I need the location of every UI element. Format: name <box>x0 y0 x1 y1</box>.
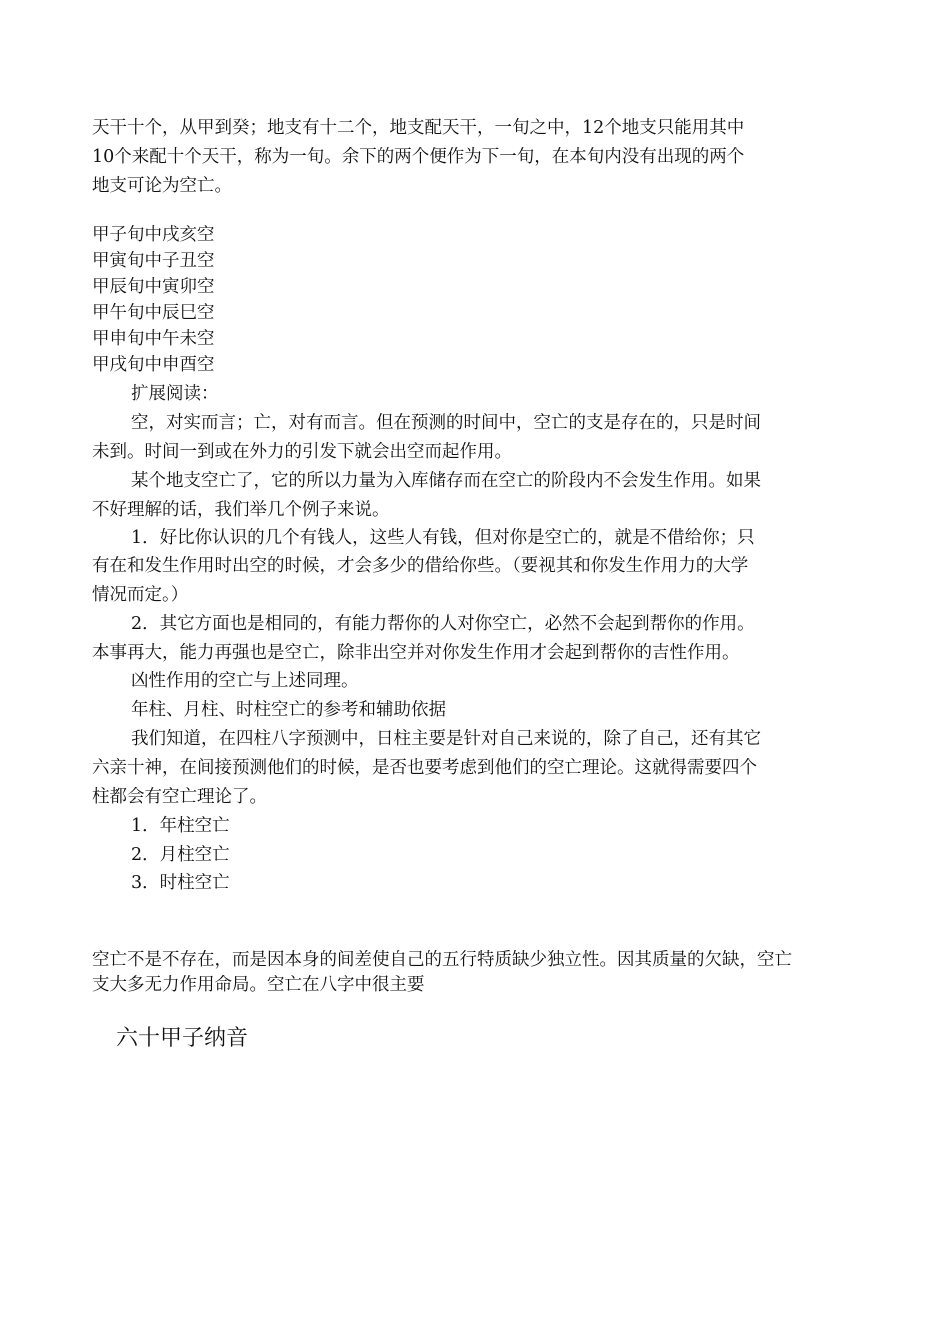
paragraph-7-line-1: 我们知道，在四柱八字预测中，日柱主要是针对自己来说的，除了自己，还有其它 <box>131 729 761 749</box>
paragraph-4-line-2: 本事再大，能力再强也是空亡，除非出空并对你发生作用才会起到帮你的吉性作用。 <box>92 643 740 663</box>
summary-line-1: 空亡不是不存在，而是因本身的间差使自己的五行特质缺少独立性。因其质量的欠缺，空亡 <box>92 950 792 970</box>
paragraph-4-line-1: 2．其它方面也是相同的，有能力帮你的人对你空亡，必然不会起到帮你的作用。 <box>131 614 755 634</box>
list-item-month-pillar: 2．月柱空亡 <box>131 845 230 865</box>
xun-item-jiazi: 甲子旬中戌亥空 <box>92 225 215 245</box>
xun-item-jiashen: 甲申旬中午未空 <box>92 329 215 349</box>
paragraph-2-line-1: 某个地支空亡了，它的所以力量为入库储存而在空亡的阶段内不会发生作用。如果 <box>131 471 761 491</box>
paragraph-6-subheading: 年柱、月柱、时柱空亡的参考和辅助依据 <box>131 700 446 720</box>
list-item-year-pillar: 1．年柱空亡 <box>131 816 230 836</box>
intro-line-1: 天干十个，从甲到癸；地支有十二个，地支配天干，一旬之中，12个地支只能用其中 <box>92 118 745 138</box>
xun-item-jiayin: 甲寅旬中子丑空 <box>92 251 215 271</box>
paragraph-2-line-2: 不好理解的话，我们举几个例子来说。 <box>92 500 390 520</box>
xun-item-jiachen: 甲辰旬中寅卯空 <box>92 277 215 297</box>
paragraph-7-line-3: 柱都会有空亡理论了。 <box>92 787 267 807</box>
paragraph-3-line-2: 有在和发生作用时出空的时候，才会多少的借给你些。（要视其和你发生作用力的大学 <box>92 556 749 576</box>
xun-item-jiawu: 甲午旬中辰巳空 <box>92 303 215 323</box>
paragraph-1-line-1: 空，对实而言；亡，对有而言。但在预测的时间中，空亡的支是存在的，只是时间 <box>131 413 761 433</box>
paragraph-1-line-2: 未到。时间一到或在外力的引发下就会出空而起作用。 <box>92 442 512 462</box>
list-item-hour-pillar: 3．时柱空亡 <box>131 873 230 893</box>
xun-item-jiaxu: 甲戌旬中申酉空 <box>92 355 215 375</box>
paragraph-3-line-3: 情况而定。） <box>92 585 189 605</box>
paragraph-3-line-1: 1．好比你认识的几个有钱人，这些人有钱，但对你是空亡的，就是不借给你；只 <box>131 528 755 548</box>
intro-line-2: 10个来配十个天干，称为一旬。余下的两个便作为下一旬，在本旬内没有出现的两个 <box>92 147 745 167</box>
paragraph-5: 凶性作用的空亡与上述同理。 <box>131 671 359 691</box>
section-heading: 六十甲子纳音 <box>116 1026 249 1051</box>
extended-reading-label: 扩展阅读： <box>131 384 219 404</box>
intro-line-3: 地支可论为空亡。 <box>92 176 232 196</box>
paragraph-7-line-2: 六亲十神，在间接预测他们的时候，是否也要考虑到他们的空亡理论。这就得需要四个 <box>92 758 757 778</box>
summary-line-2: 支大多无力作用命局。空亡在八字中很主要 <box>92 975 425 995</box>
